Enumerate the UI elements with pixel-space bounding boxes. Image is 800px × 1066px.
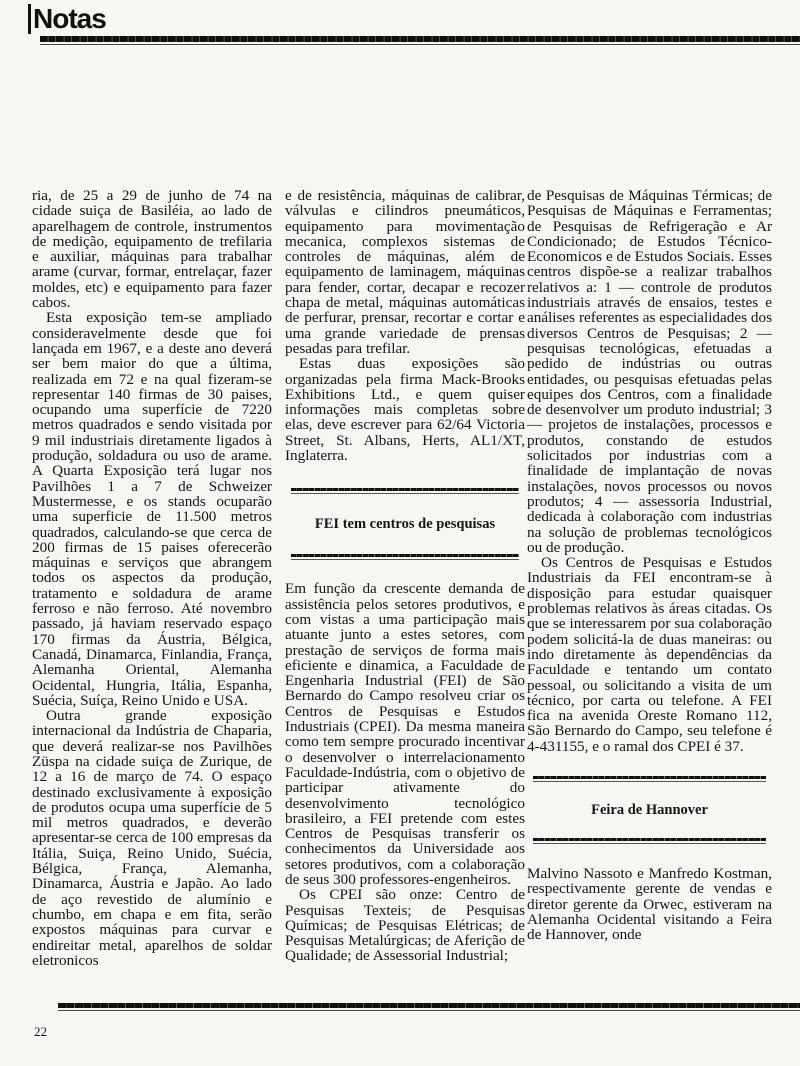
paragraph: Malvino Nassoto e Manfredo Kostman, respectivamente gerente de vendas e diretor gerente da Orwec, estiveram na Alemanha Ocidental visitando a Feira de Hannover, onde	[527, 864, 772, 944]
paragraph: Os CPEI são onze: Centro de Pesquisas Texteis; de Pesquisas Químicas; de Pesquisas Elétricas; de Pesquisas Metalúrgicas; de Aferição de Qualidade; de Assessorial Industrial;	[285, 886, 525, 965]
bottom-rule	[58, 1003, 800, 1008]
page-number: 22	[34, 1024, 47, 1039]
top-rule-thin	[40, 44, 800, 45]
section-masthead: Notas	[28, 4, 106, 34]
section-heading-hannover: Feira de Hannover	[591, 801, 708, 818]
column-1	[32, 188, 272, 968]
column-3	[527, 188, 772, 942]
paragraph: Os Centros de Pesquisas e Estudos Industriais da FEI encontram-se à disposição para estudar quaisquer problemas relativos às áreas citadas. Os que se interessarem por sua colaboração podem solicitá-la de duas maneiras: ou indo diretamente às dependências da Faculdade e tentando um contato pessoal, ou solicitando a visita de um técnico, por carta ou telefone. A FEI fica na avenida Oreste Romano 112, São Bernardo do Campo, seu telefone é 4-431155, e o ramal dos CPEI é 37.	[527, 554, 772, 755]
section-heading-fei: FEI tem centros de pesquisas	[314, 516, 496, 533]
paragraph: e de resistência, máquinas de calibrar, válvulas e cilindros pneumáticos, equipamento para movimentação mecanica, complexos sistemas de controles de máquinas, além de equipamento de laminagem, máquinas para fender, cortar, decapar e recozer chapa de metal, máquinas automáticas de perfurar, prensar, recortar e cortar e uma grande variedade de prensas pesadas para trefilar.	[285, 187, 525, 357]
paragraph: de Pesquisas de Máquinas Térmicas; de Pesquisas de Máquinas e Ferramentas; de Pesquisas de Refrigeração e Ar Condicionado; de Estudos Técnico-Economicos e de Estudos Sociais. Esses centros dispõe-se a realizar trabalhos relativos a: 1 — controle de produtos industriais através de ensaios, testes e análises referentes as especialidades dos diversos Centros de Pesquisas; 2 — pesquisas tecnológicas, efetuadas a pedido de indústrias ou outras entidades, ou pesquisas efetuadas pelas equipes dos Centros, com a finalidade de desenvolver um produto industrial; 3 — projetos de instalações, processos e produtos, constando de estudos solicitados por industrias com a finalidade de implantação de novas instalações, novos processos ou novos produtos; 4 — assessoria Industrial, dedicada à colaboração com industrias na solução de problemas tecnológicos ou de produção.	[527, 187, 772, 556]
column-2	[285, 188, 525, 964]
bottom-rule-thin	[58, 1010, 800, 1011]
paragraph: Esta exposição tem-se ampliado consideravelmente desde que foi lançada em 1967, e a deste ano deverá ser bem maior do que a última, realizada em 72 e na qual fizeram-se representar 140 firmas de 30 paises, ocupando uma superfície de 7220 metros quadrados e sendo visitada por 9 mil industriais diretamente ligados à produção, soldadura ou uso de arame. A Quarta Exposição terá lugar nos Pavilhões 1 a 7 de Schweizer Mustermesse, e os stands ocuparão uma superficie de 11.500 metros quadrados, calculando-se que cerca de 200 firmas de 15 paises oferecerão máquinas e serviços que abrangem todos os aspectos da produção, tratamento e soldadura de arame ferroso e não ferroso. Até novembro passado, já haviam reservado espaço 170 firmas da Áustria, Bélgica, Canadá, Dinamarca, Finlandia, França, Alemanha Oriental, Alemanha Ocidental, Hungria, Itália, Espanha, Suécia, Suíça, Reino Unido e USA.	[32, 309, 272, 709]
section-separator	[291, 554, 519, 557]
paragraph: Outra grande exposição internacional da Indústria de Chaparia, que deverá realizar-se nos Pavilhões Züspa na cidade suiça de Zurique, de 12 a 16 de março de 74. O espaço destinado exclusivamente à exposição de produtos ocupa uma superfície de 5 mil metros quadrados, e deverão apresentar-se cerca de 100 empresas da Itália, Suiça, Reino Unido, Suécia, Bélgica, França, Alemanha, Dinamarca, Áustria e Japão. Ao lado de aço revestido de alumínio e chumbo, em chapa e em fita, serão expostos máquinas para curvar e endireitar metal, aparelhos de soldar eletronicos	[32, 707, 272, 969]
paragraph: Em função da crescente demanda de assistência pelos setores produtivos, e com vistas a uma participação mais atuante junto a estes setores, com prestação de serviços de forma mais eficiente e dinamica, a Faculdade de Engenharia Industrial (FEI) de São Bernardo do Campo resolveu criar os Centros de Pesquisas e Estudos Industriais (CPEI). Da mesma maneira como tem sempre procurado incentivar o desenvolver o interrelacionamento Faculdade-Indústria, com o objetivo de participar ativamente do desenvolvimento tecnológico brasileiro, a FEI pretende com estes Centros de Pesquisas transferir os conhecimentos da Universidade aos setores produtivos, com a colaboração de seus 300 professores-engenheiros.	[285, 580, 525, 888]
top-rule	[40, 36, 800, 42]
section-separator	[533, 838, 766, 841]
section-separator	[533, 776, 766, 779]
paragraph: ria, de 25 a 29 de junho de 74 na cidade suiça de Basiléia, ao lado de aparelhagem de controle, instrumentos de medição, equipamento de trefilaria e auxiliar, máquinas para trabalhar arame (curvar, formar, entrelaçar, fazer moldes, etc) e equipamento para fazer cabos.	[32, 187, 272, 312]
section-separator	[291, 488, 519, 491]
paragraph: Estas duas exposições são organizadas pela firma Mack-Brooks Exhibitions Ltd., e quem quiser informações mais completas sobre elas, deve escrever para 62/64 Victoria Street, St. Albans, Herts, AL1/XT, Inglaterra.	[285, 355, 525, 465]
